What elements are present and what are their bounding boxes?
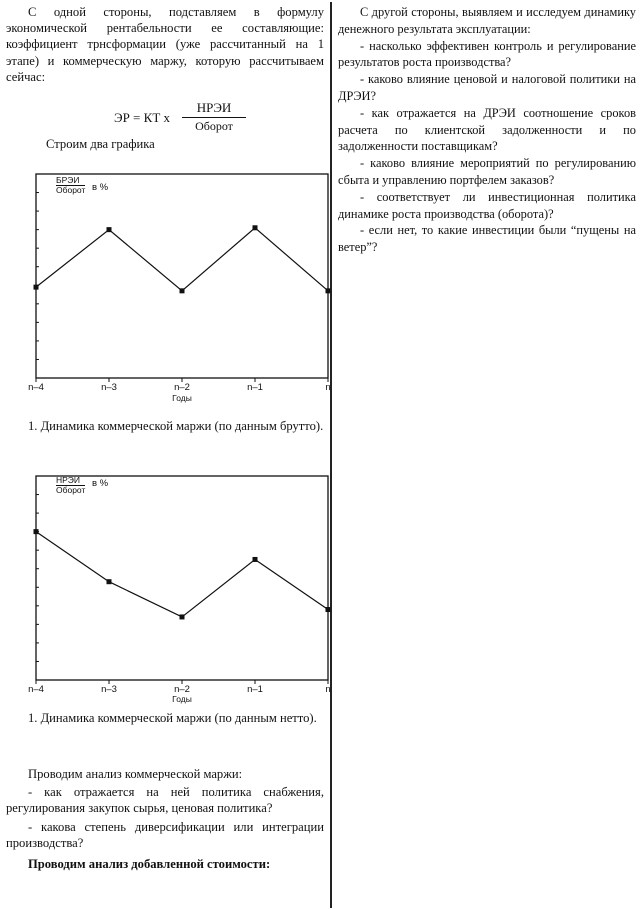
chart1-x-tick-label: n	[325, 382, 331, 393]
chart-net-margin	[6, 470, 336, 710]
chart2-point	[34, 529, 39, 534]
chart1-point	[107, 227, 112, 232]
chart1-x-tick-label: n–3	[101, 382, 117, 393]
formula-numerator: НРЭИ	[182, 100, 246, 118]
chart1-point	[34, 285, 39, 290]
analysis-question-2: - какова степень диверсификации или интеграции производства?	[6, 819, 324, 850]
chart2-point	[180, 614, 185, 619]
right-question-5: - соответствует ли инвестиционная политика динамике роста производства (оборота)?	[338, 189, 636, 221]
chart1-point	[180, 288, 185, 293]
left-intro-paragraph: С одной стороны, подставляем в формулу экономической рентабельности ее составляющие: коэффициент трнсформации (уже рассчитанный на 1 этапе) и коммерческую маржу, которую рассчитываем сейчас:	[6, 5, 324, 84]
right-question-1: - насколько эффективен контроль и регулирование результатов роста производства?	[338, 38, 636, 70]
chart2-xlabel: Годы	[172, 694, 192, 704]
chart2-x-tick-label: n–3	[101, 684, 117, 695]
value-added-title: Проводим анализ добавленной стоимости:	[28, 857, 271, 872]
analysis-title: Проводим анализ коммерческой маржи:	[28, 767, 243, 781]
formula-denominator: Оборот	[195, 119, 233, 133]
chart2-ylabel-unit: в %	[92, 478, 109, 489]
chart1-ylabel-ratio	[56, 176, 85, 195]
caption-net: 1. Динамика коммерческой маржи (по данным нетто).	[28, 711, 317, 725]
chart2-point	[107, 579, 112, 584]
chart1-point	[326, 288, 331, 293]
chart2-ylabel-numerator: НРЭИ	[56, 476, 85, 486]
chart1-series-line	[36, 228, 328, 291]
formula-lhs: ЭР = КТ х	[114, 110, 171, 125]
analysis-question-1: - как отражается на ней политика снабжения, регулирования закупок сырья, ценовая политика?	[6, 785, 324, 816]
chart1-ylabel-denominator: Оборот	[56, 185, 86, 195]
chart1-ylabel-unit: в %	[92, 182, 109, 193]
right-question-4: - каково влияние мероприятий по регулированию сбыта и управлению портфелем заказов?	[338, 156, 636, 187]
chart1-frame	[36, 174, 328, 378]
column-divider	[330, 2, 332, 908]
chart-gross-margin-plot	[6, 168, 336, 408]
right-intro: С другой стороны, выявляем и исследуем динамику денежного результата эксплуатации:	[338, 5, 636, 36]
chart2-x-tick-label: n–4	[28, 684, 44, 695]
chart-net-margin-plot	[6, 470, 336, 710]
chart1-ylabel-numerator: БРЭИ	[56, 176, 85, 186]
chart2-frame	[36, 476, 328, 680]
chart2-x-tick-label: n–1	[247, 684, 263, 695]
chart2-point	[253, 557, 258, 562]
left-analysis-block	[6, 766, 324, 872]
caption-gross: 1. Динамика коммерческой маржи (по данным брутто).	[28, 419, 324, 433]
chart1-xlabel: Годы	[172, 393, 192, 403]
chart1-x-tick-label: n–4	[28, 382, 44, 393]
chart2-x-tick-label: n	[325, 684, 331, 695]
chart1-x-tick-label: n–1	[247, 382, 263, 393]
left-column	[6, 0, 331, 910]
right-question-2: - каково влияние ценовой и налоговой политики на ДРЭИ?	[338, 72, 636, 103]
chart2-ylabel-denominator: Оборот	[56, 485, 86, 495]
formula-fraction	[182, 100, 246, 134]
chart2-series-line	[36, 532, 328, 617]
right-question-3: - как отражается на ДРЭИ соотношение сроков расчета по клиентской задолженности и по задолженности поставщикам?	[338, 105, 636, 154]
chart1-x-tick-label: n–2	[174, 382, 190, 393]
chart-gross-margin	[6, 168, 336, 408]
right-text-block	[338, 4, 636, 256]
chart1-point	[253, 225, 258, 230]
chart2-x-tick-label: n–2	[174, 684, 190, 695]
right-column	[338, 0, 638, 910]
chart2-point	[326, 607, 331, 612]
chart2-ylabel-ratio	[56, 476, 85, 495]
two-charts-text: Строим два графика	[46, 137, 155, 151]
right-question-6: - если нет, то какие инвестиции были “пущены на ветер”?	[338, 223, 636, 255]
